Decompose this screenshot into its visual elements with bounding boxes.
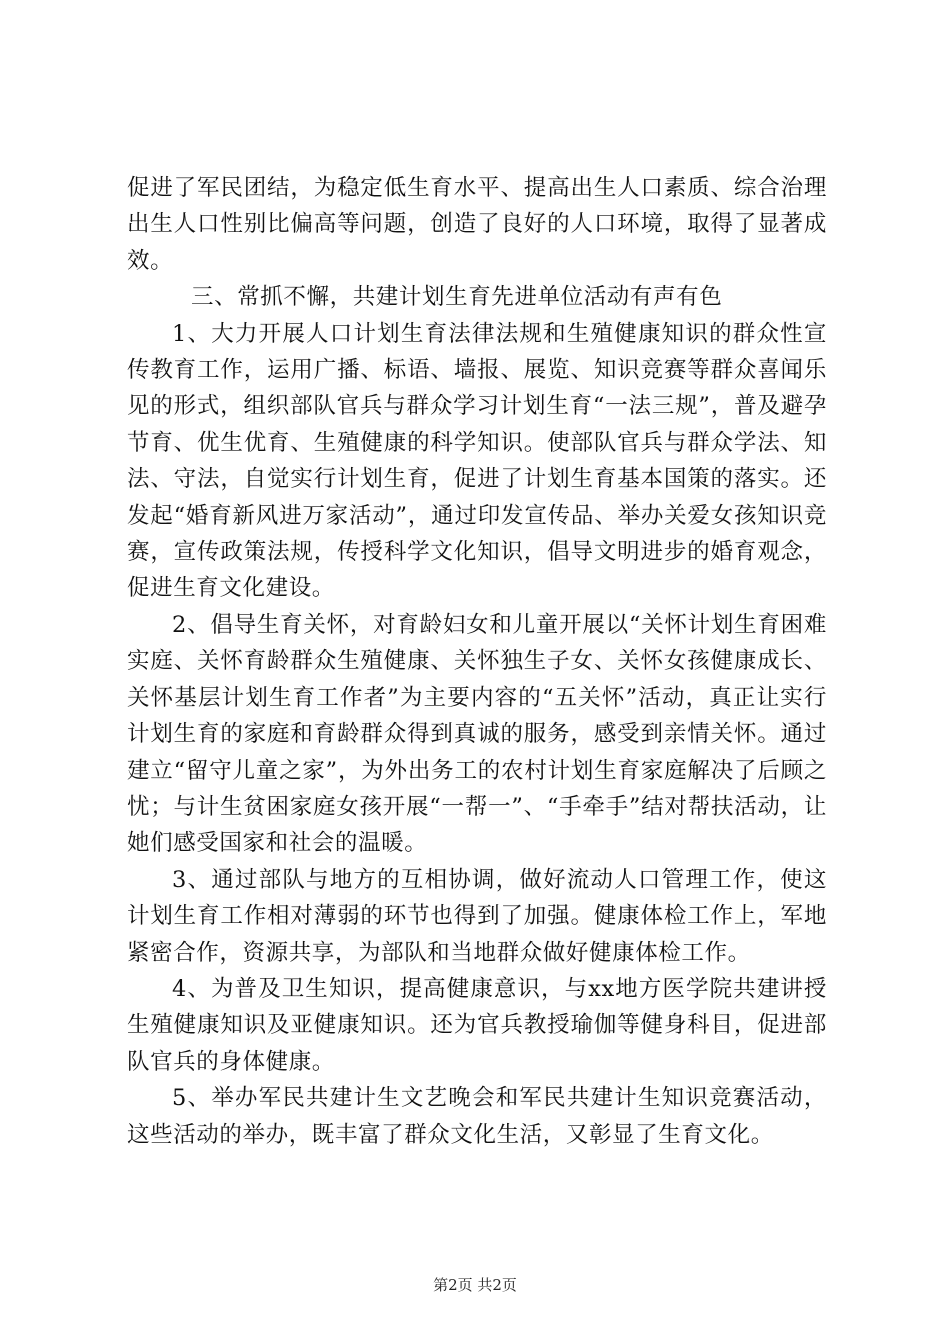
page-footer: 第2页 共2页 bbox=[433, 1276, 517, 1294]
list-item: 5、举办军民共建计生文艺晚会和军民共建计生知识竞赛活动，这些活动的举办，既丰富了群众文化生活，又彰显了生育文化。 bbox=[127, 1085, 827, 1148]
list-item: 2、倡导生育关怀，对育龄妇女和儿童开展以“关怀计划生育困难实庭、关怀育龄群众生殖健康、关怀独生子女、关怀女孩健康成长、关怀基层计划生育工作者”为主要内容的“五关怀”活动，真正让实行计划生育的家庭和育龄群众得到真诚的服务，感受到亲情关怀。通过建立“留守儿童之家”，为外出务工的农村计划生育家庭解决了后顾之忧；与计生贫困家庭女孩开展“一帮一”、“手牵手”结对帮扶活动，让她们感受国家和社会的温暖。 bbox=[127, 611, 827, 857]
document-body bbox=[127, 170, 827, 1153]
list-item: 1、大力开展人口计划生育法律法规和生殖健康知识的群众性宣传教育工作，运用广播、标语、墙报、展览、知识竞赛等群众喜闻乐见的形式，组织部队官兵与群众学习计划生育“一法三规”，普及避孕节育、优生优育、生殖健康的科学知识。使部队官兵与群众学法、知法、守法，自觉实行计划生育，促进了计划生育基本国策的落实。还发起“婚育新风进万家活动”，通过印发宣传品、举办关爱女孩知识竞赛，宣传政策法规，传授科学文化知识，倡导文明进步的婚育观念，促进生育文化建设。 bbox=[127, 320, 827, 602]
list-item: 4、为普及卫生知识，提高健康意识，与xx地方医学院共建讲授生殖健康知识及亚健康知识。还为官兵教授瑜伽等健身科目，促进部队官兵的身体健康。 bbox=[127, 975, 827, 1075]
list-item: 3、通过部队与地方的互相协调，做好流动人口管理工作，使这计划生育工作相对薄弱的环节也得到了加强。健康体检工作上，军地紧密合作，资源共享，为部队和当地群众做好健康体检工作。 bbox=[127, 866, 827, 966]
section-heading: 三、常抓不懈，共建计划生育先进单位活动有声有色 bbox=[191, 284, 723, 311]
continuation-paragraph: 促进了军民团结，为稳定低生育水平、提高出生人口素质、综合治理出生人口性别比偏高等问题，创造了良好的人口环境，取得了显著成效。 bbox=[127, 175, 827, 274]
